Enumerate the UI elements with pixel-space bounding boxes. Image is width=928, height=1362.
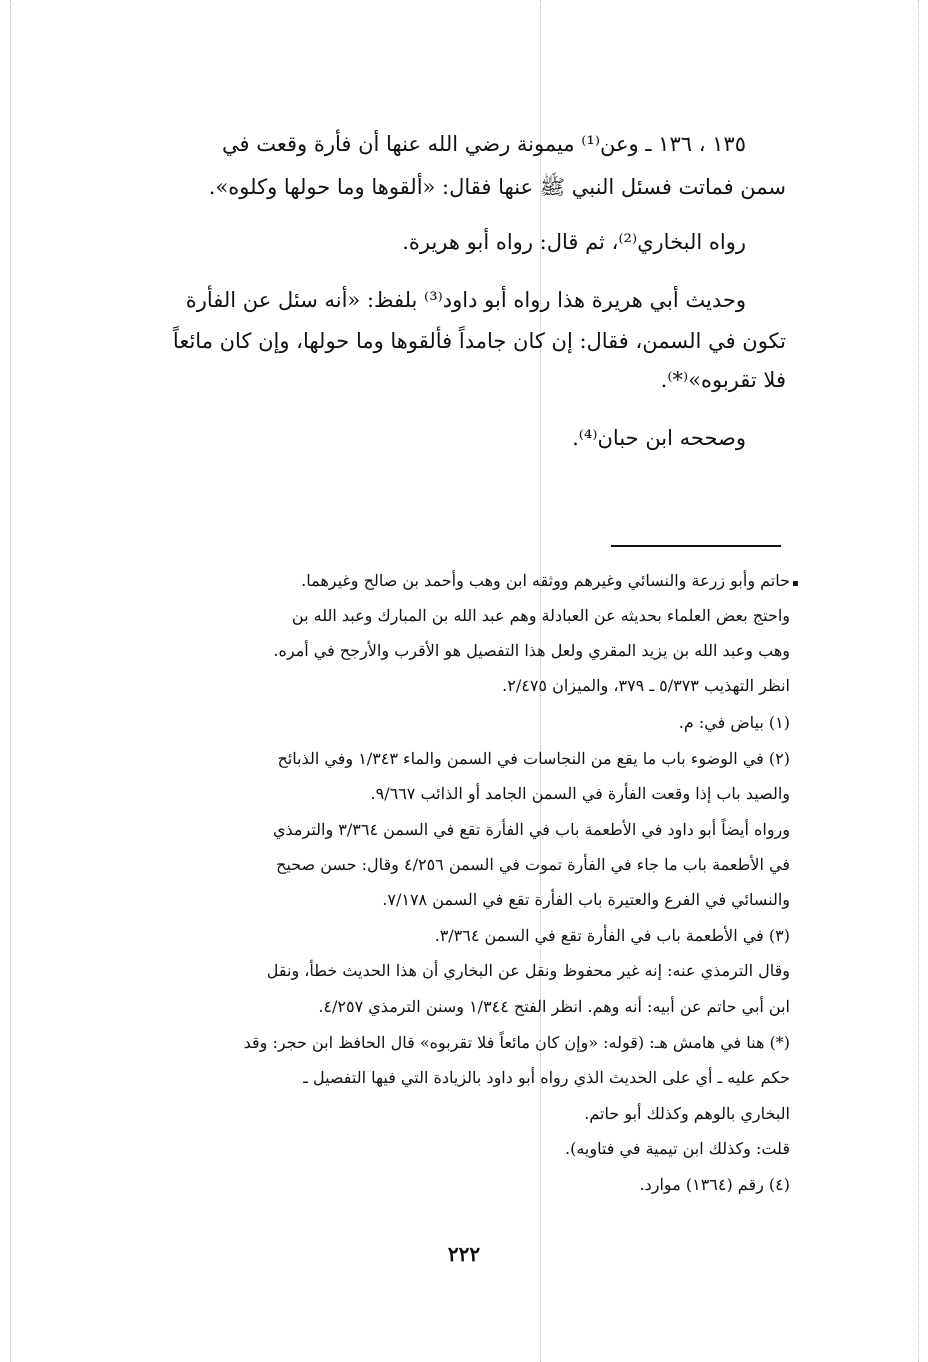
footnote-star-line-2: حكم عليه ـ أي على الحديث الذي رواه أبو داود بالزيادة التي فيها التفصيل ـ [303,1068,790,1087]
footnote-3: (٣) في الأطعمة باب في الفأرة تقع في السمن ٣/٣٦٤. [434,926,790,945]
footnote-2-line-5: والنسائي في الفرع والعتيرة باب الفأرة تقع في السمن ٧/١٧٨. [382,890,790,909]
main-line-5: تكون في السمن، فقال: إن كان جامداً فألقوها وما حولها، وإن كان مائعاً [172,329,786,353]
footnote-2-line-2: والصيد باب إذا وقعت الفأرة في السمن الجامد أو الذائب ٩/٦٦٧. [370,784,790,803]
footnote-line-2: واحتج بعض العلماء بحديثه عن العبادلة وهم عبد الله بن المبارك وعبد الله بن [291,606,790,625]
footnote-star-line-3: البخاري بالوهم وكذلك أبو حاتم. [584,1104,790,1123]
footnote-1: (١) بياض في: م. [678,713,790,732]
footnote-3-line-2: وقال الترمذي عنه: إنه غير محفوظ ونقل عن البخاري أن هذا الحديث خطأ، ونقل [266,961,790,980]
scan-artifact [918,0,920,1362]
page-number: ٢٢٢ [447,1242,481,1266]
footnote-star: (*) هنا في هامش هـ: (قوله: «وإن كان مائعاً فلا تقربوه» قال الحافظ ابن حجر: وقد [243,1033,790,1052]
main-line-1: ١٣٥ ، ١٣٦ ـ وعن⁽¹⁾ ميمونة رضي الله عنها أن فأرة وقعت في [222,132,746,156]
scan-artifact [10,0,12,1362]
footnote-line-3: وهب وعبد الله بن يزيد المقري ولعل هذا التفصيل هو الأقرب والأرجح في أمره. [273,641,790,660]
main-line-7: وصححه ابن حبان⁽⁴⁾. [572,426,746,450]
footnote-2-line-4: في الأطعمة باب ما جاء في الفأرة تموت في السمن ٤/٢٥٦ وقال: حسن صحيح [276,855,790,874]
footnote-line-1: حاتم وأبو زرعة والنسائي وغيرهم ووثقه ابن وهب وأحمد بن صالح وغيرهما. [301,571,790,590]
footnote-star-line-4: قلت: وكذلك ابن تيمية في فتاويه). [564,1139,790,1158]
main-line-3: رواه البخاري⁽²⁾، ثم قال: رواه أبو هريرة. [402,230,746,254]
footnote-line-4: انظر التهذيب ٥/٣٧٣ ـ ٣٧٩، والميزان ٢/٤٧٥. [502,676,790,695]
main-line-2: سمن فماتت فسئل النبي ﷺ عنها فقال: «ألقوها وما حولها وكلوه». [208,175,786,199]
footnote-2-line-1: (٢) في الوضوء باب ما يقع من النجاسات في السمن والماء ١/٣٤٣ وفي الذبائح [277,749,790,768]
continuation-mark: ▪ [792,578,799,589]
footnote-3-line-3: ابن أبي حاتم عن أبيه: أنه وهم. انظر الفتح ١/٣٤٤ وسنن الترمذي ٤/٢٥٧. [318,997,790,1016]
footnote-separator [611,545,781,547]
main-line-4: وحديث أبي هريرة هذا رواه أبو داود⁽³⁾ بلفظ: «أنه سئل عن الفأرة [185,288,746,312]
footnote-4: (٤) رقم (١٣٦٤) موارد. [639,1175,790,1194]
main-line-6: فلا تقربوه»⁽*⁾. [660,368,786,392]
footnote-2-line-3: ورواه أيضاً أبو داود في الأطعمة باب في الفأرة تقع في السمن ٣/٣٦٤ والترمذي [273,820,790,839]
